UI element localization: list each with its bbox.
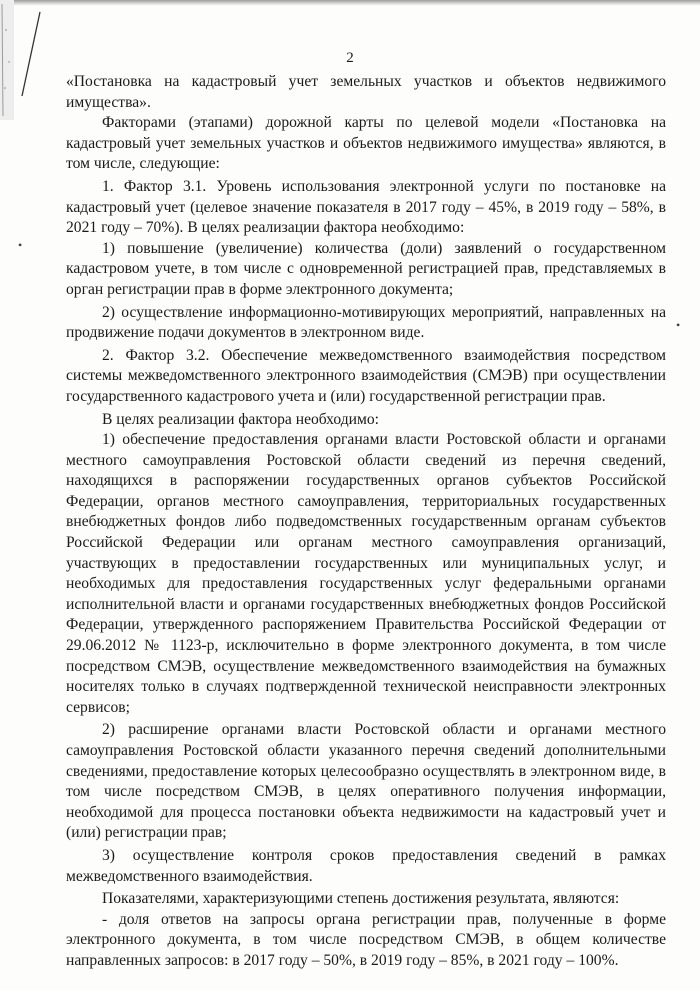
paragraph: 2. Фактор 3.2. Обеспечение межведомственного взаимодействия посредством системы межведомственного электронного взаимодействия (СМЭВ) при осуществлении государственного кадастрового учета и (или) государственной регистрации прав.: [66, 346, 666, 405]
scan-edge-top: [0, 0, 700, 6]
paragraph: Показателями, характеризующими степень достижения результата, являются:: [102, 890, 620, 908]
document-body: [66, 72, 666, 972]
scan-speck: •: [676, 318, 681, 332]
page-number: 2: [346, 50, 354, 66]
paragraph: Факторами (этапами) дорожной карты по целевой модели «Постановка на кадастровый учет земельных участков и объектов недвижимого имущества» являются, в том числе, следующие:: [66, 114, 666, 173]
scan-speck: •: [18, 238, 23, 252]
paragraph: В целях реализации фактора необходимо:: [102, 410, 379, 428]
paragraph: 2) осуществление информационно-мотивирующих мероприятий, направленных на продвижение подачи документов в электронном виде.: [66, 303, 666, 342]
paragraph: «Постановка на кадастровый учет земельных участков и объектов недвижимого имущества».: [66, 73, 666, 111]
paragraph: 1) повышение (увеличение) количества (доли) заявлений о государственном кадастровом учете, в том числе с одновременной регистрацией прав, представляемых в орган регистрации прав в форме электронного документа;: [66, 239, 666, 298]
paragraph: 1. Фактор 3.1. Уровень использования электронной услуги по постановке на кадастровый учет (целевое значение показателя в 2017 году – 45%, в 2019 году – 58%, в 2021 году – 70%). В целях реализации фактора необходимо:: [66, 177, 666, 237]
paragraph: - доля ответов на запросы органа регистрации прав, полученные в форме электронного документа, в том числе посредством СМЭВ, в общем количестве направленных запросов: в 2017 году – 50%, в 2019 году – 85%, в 2021 году – 100%.: [66, 910, 666, 969]
paragraph: 3) осуществление контроля сроков предоставления сведений в рамках межведомственного взаимодействия.: [66, 846, 666, 885]
paragraph: 2) расширение органами власти Ростовской области и органами местного самоуправления Ростовской области указанного перечня сведений дополнительными сведениями, предоставление которых целесообразно осуществлять в электронном виде, в том числе посредством СМЭВ, в целях оперативного получения информации, необходимой для процесса постановки объекта недвижимости на кадастровый учет и (или) регистрации прав;: [66, 721, 666, 842]
paragraph: 1) обеспечение предоставления органами власти Ростовской области и органами местного самоуправления Ростовской области сведений из перечня сведений, находящихся в распоряжении государственных органов субъектов Российской Федерации, органов местного самоуправления, территориальных государственных внебюджетных фондов либо подведомственных государственным органам субъектов Российской Федерации или органам местного самоуправления организаций, участвующих в предоставлении государственных или муниципальных услуг, и необходимых для предоставления государственных услуг федеральными органами исполнительной власти и органами государственных внебюджетных фондов Российской Федерации, утвержденного распоряжением Правительства Российской Федерации от 29.06.2012 № 1123-р, исключительно в форме электронного документа, в том числе посредством СМЭВ, осуществление межведомственного взаимодействия на бумажных носителях только в случаях подтвержденной технической неисправности электронных сервисов;: [66, 431, 666, 716]
